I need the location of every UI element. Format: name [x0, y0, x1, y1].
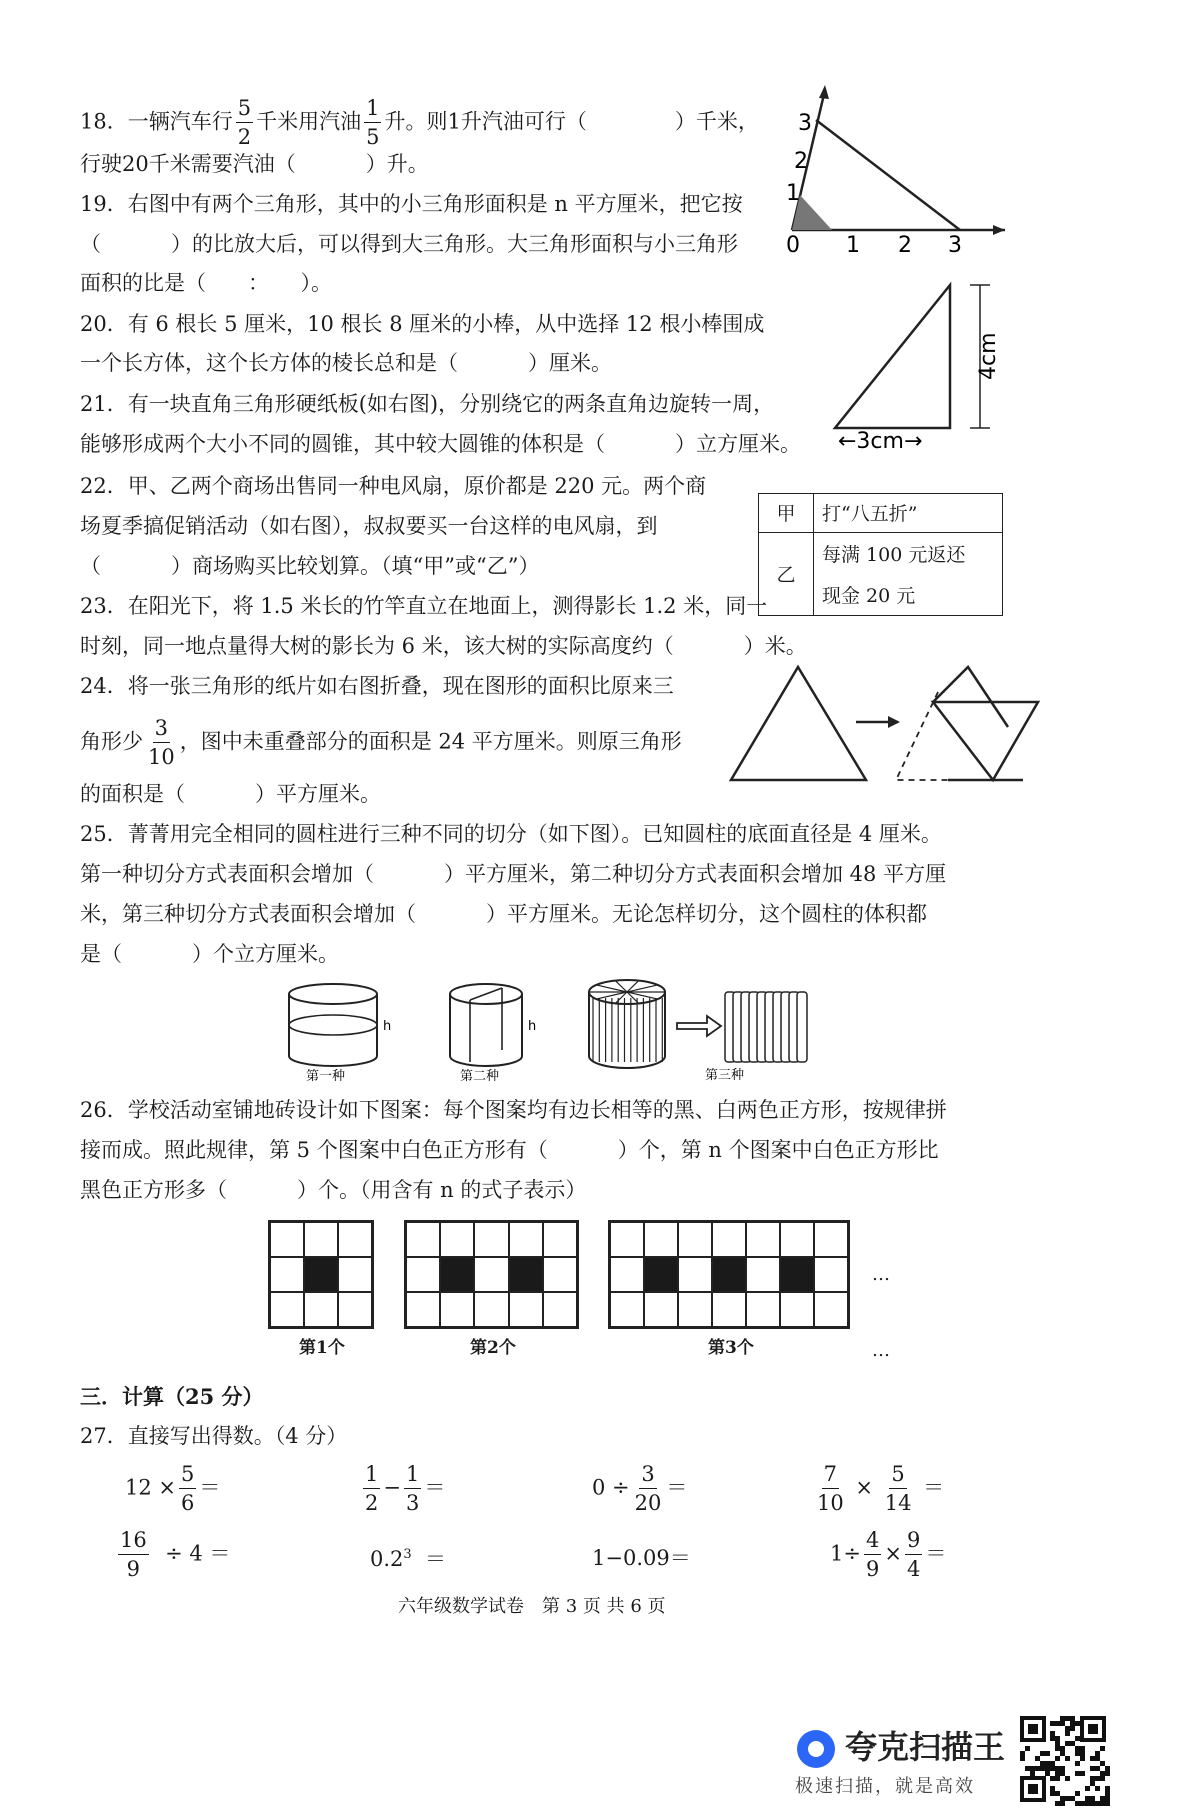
pattern-2-caption: 第2个	[470, 1338, 516, 1358]
q23-line1: 23．在阳光下，将 1.5 米长的竹竿直立在地面上，测得影长 1.2 米，同一	[80, 594, 768, 618]
svg-text:第一种: 第一种	[306, 1069, 346, 1084]
svg-text:第二种: 第二种	[460, 1069, 500, 1084]
scanner-name: 夸克扫描王	[845, 1728, 1006, 1766]
q25-line3: 米，第三种切分方式表面积会增加（ ）平方厘米。无论怎样切分，这个圆柱的体积都	[80, 902, 927, 926]
mall-yi-promo: 每满 100 元返还 现金 20 元	[814, 532, 1003, 615]
svg-text:3: 3	[798, 111, 812, 136]
page-footer: 六年级数学试卷 第 3 页 共 6 页	[398, 1596, 666, 1617]
q27-title: 27．直接写出得数。（4 分）	[80, 1424, 348, 1448]
q24-line2: 角形少 $\frac{3}{10}$ ，图中未重叠部分的面积是 24 平方厘米。则原三角形	[80, 716, 682, 769]
calc-4: $\frac{7}{10}$ × $\frac{5}{14}$ ＝	[817, 1462, 945, 1515]
scanner-slogan: 极速扫描，就是高效	[795, 1776, 975, 1797]
pattern-3-caption: 第3个	[708, 1338, 754, 1358]
q19-triangle-figure	[780, 80, 1010, 260]
fraction: $\frac{1}{5}$	[366, 96, 380, 149]
calc-2: $\frac{1}{2}$ − $\frac{1}{3}$ ＝	[365, 1462, 446, 1515]
cylinder-cut-1	[288, 982, 398, 1082]
mall-jia-label: 甲	[759, 494, 814, 533]
q25-line4: 是（ ）个立方厘米。	[80, 942, 339, 966]
tile-pattern-2	[404, 1220, 579, 1329]
q18-line2: 行驶20千米需要汽油（ ）升。	[80, 152, 429, 176]
q26-line3: 黑色正方形多（ ）个。（用含有 n 的式子表示）	[80, 1178, 587, 1202]
q22-line3: （ ）商场购买比较划算。（填“甲”或“乙”）	[80, 554, 540, 578]
svg-text:2: 2	[794, 149, 808, 174]
svg-text:2: 2	[898, 233, 912, 258]
scanner-logo-icon	[795, 1728, 837, 1770]
q21-line2: 能够形成两个大小不同的圆锥，其中较大圆锥的体积是（ ）立方厘米。	[80, 432, 801, 456]
qr-code-icon	[1018, 1714, 1108, 1804]
q25-line1: 25．菁菁用完全相同的圆柱进行三种不同的切分（如下图）。已知圆柱的底面直径是 4 厘米。	[80, 822, 942, 846]
q21-line1: 21．有一块直角三角形硬纸板(如右图)，分别绕它的两条直角边旋转一周，	[80, 392, 775, 416]
svg-text:第三种: 第三种	[705, 1068, 745, 1083]
ellipsis: …	[872, 1340, 890, 1361]
fraction: $\frac{3}{10}$	[148, 716, 175, 769]
q22-line1: 22．甲、乙两个商场出售同一种电风扇，原价都是 220 元。两个商	[80, 474, 707, 498]
promo-table	[758, 493, 1003, 616]
q20-line2: 一个长方体，这个长方体的棱长总和是（ ）厘米。	[80, 351, 612, 375]
q26-line2: 接而成。照此规律，第 5 个图案中白色正方形有（ ）个，第 n 个图案中白色正方形比	[80, 1138, 939, 1162]
ellipsis: …	[872, 1264, 890, 1285]
q18-line1: 18．一辆汽车行 $\frac{5}{2}$ 千米用汽油 $\frac{1}{5}$ 升。则1升汽油可行（ ）千米，	[80, 96, 759, 149]
mall-yi-label: 乙	[759, 532, 814, 615]
tile-pattern-3	[608, 1220, 850, 1329]
fraction: $\frac{5}{2}$	[237, 96, 252, 149]
q23-line2: 时刻，同一地点量得大树的影长为 6 米，该大树的实际高度约（ ）米。	[80, 634, 807, 658]
q22-line2: 场夏季搞促销活动（如右图），叔叔要买一台这样的电风扇，到	[80, 514, 658, 538]
q25-line2: 第一种切分方式表面积会增加（ ）平方厘米，第二种切分方式表面积会增加 48 平方厘	[80, 862, 947, 886]
svg-text:←3cm→: ←3cm→	[838, 429, 923, 454]
q26-line1: 26．学校活动室铺地砖设计如下图案：每个图案均有边长相等的黑、白两色正方形，按规律拼	[80, 1098, 947, 1122]
q19-line1: 19．右图中有两个三角形，其中的小三角形面积是 n 平方厘米，把它按	[80, 192, 743, 216]
q21-right-triangle-figure	[830, 280, 1001, 454]
calc-3: 0 ÷ $\frac{3}{20}$ ＝	[592, 1462, 688, 1515]
calc-5: $\frac{16}{9}$ ÷ 4 ＝	[120, 1528, 231, 1581]
tile-pattern-1	[268, 1220, 374, 1329]
calc-6: $0.2^3$ ＝	[370, 1547, 447, 1571]
svg-text:1: 1	[846, 233, 860, 258]
calc-8: 1÷ $\frac{4}{9}$ × $\frac{9}{4}$ ＝	[830, 1528, 947, 1581]
pattern-1-caption: 第1个	[299, 1338, 345, 1358]
q24-line3: 的面积是（ ）平方厘米。	[80, 782, 381, 806]
q24-fold-figure	[728, 662, 1038, 787]
mall-jia-promo: 打“八五折”	[814, 494, 1003, 533]
svg-text:h: h	[528, 1019, 537, 1034]
svg-text:h: h	[383, 1019, 392, 1034]
cylinder-cut-2	[448, 982, 548, 1082]
section-3-title: 三．计算（25 分）	[80, 1384, 264, 1409]
svg-text:4cm: 4cm	[976, 332, 1001, 380]
q19-line2: （ ）的比放大后，可以得到大三角形。大三角形面积与小三角形	[80, 232, 738, 256]
cylinder-cut-3	[585, 978, 825, 1083]
svg-text:3: 3	[948, 233, 962, 258]
q24-line1: 24．将一张三角形的纸片如右图折叠，现在图形的面积比原来三	[80, 674, 674, 698]
calc-1: 12 × $\frac{5}{6}$ ＝	[125, 1462, 221, 1515]
svg-text:0: 0	[786, 233, 800, 258]
q19-line3: 面积的比是（ ： ）。	[80, 271, 332, 295]
q20-line1: 20．有 6 根长 5 厘米，10 根长 8 厘米的小棒，从中选择 12 根小棒围成	[80, 312, 765, 336]
calc-7: 1−0.09＝	[592, 1546, 691, 1570]
svg-text:1: 1	[786, 181, 800, 206]
